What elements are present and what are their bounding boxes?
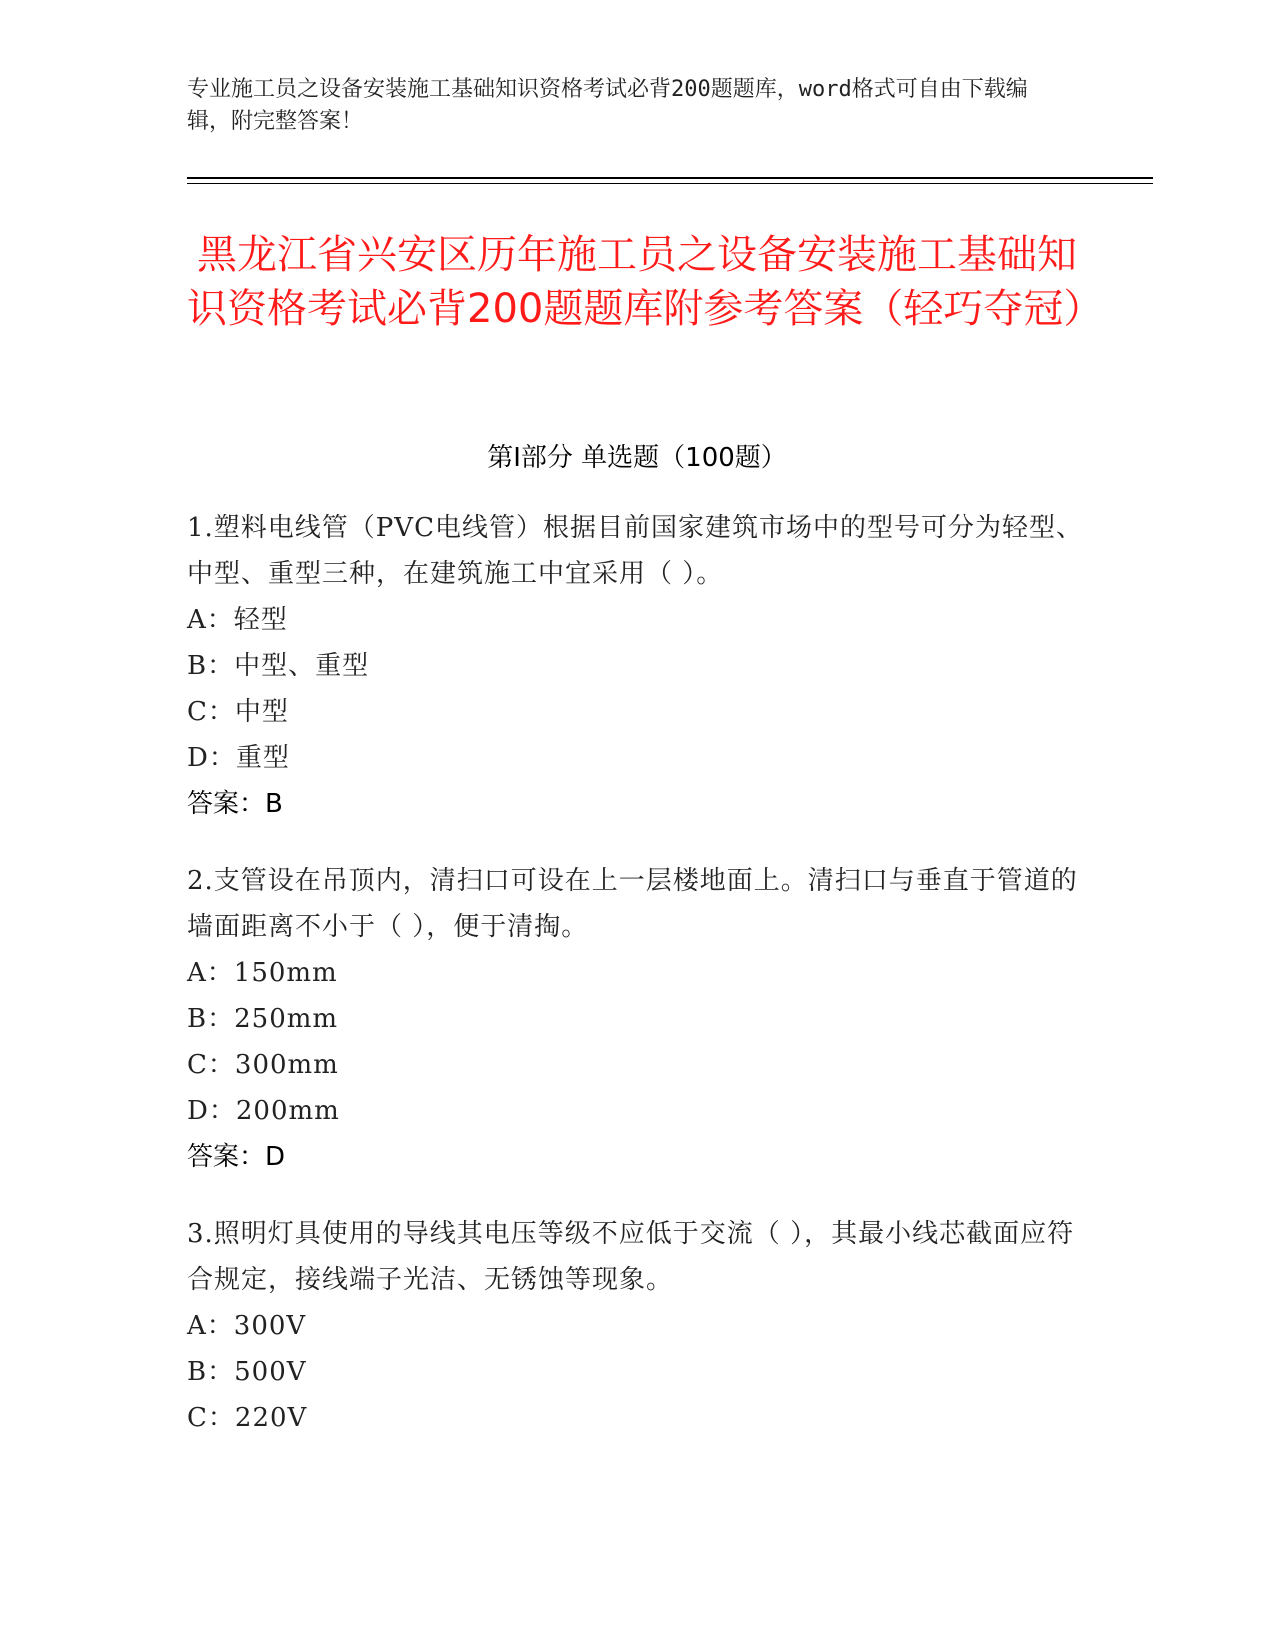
option-key: B： — [187, 651, 235, 681]
option-c — [187, 1395, 1087, 1441]
option-text: 200mm — [235, 1096, 340, 1126]
question-1 — [187, 505, 1087, 827]
option-b — [187, 1349, 1087, 1395]
section-heading: 第I部分 单选题（100题） — [487, 443, 787, 473]
option-text: 500V — [234, 1357, 307, 1387]
option-d — [187, 735, 1087, 781]
option-key: B： — [187, 1004, 235, 1034]
option-b — [187, 996, 1087, 1042]
option-c — [187, 689, 1087, 735]
option-key: C： — [187, 697, 235, 727]
option-a — [187, 597, 1087, 643]
document-title: 黑龙江省兴安区历年施工员之设备安装施工基础知识资格考试必背200题题库附参考答案（轻巧夺冠） — [187, 232, 1104, 332]
header-divider-thin — [187, 183, 1153, 184]
option-key: A： — [187, 605, 234, 635]
option-key: D： — [187, 743, 236, 773]
option-key: C： — [187, 1050, 235, 1080]
option-key: A： — [187, 1311, 234, 1341]
option-key: B： — [187, 1357, 235, 1387]
question-stem: 3.照明灯具使用的导线其电压等级不应低于交流（ ），其最小线芯截面应符合规定，接线端子光洁、无锈蚀等现象。 — [187, 1219, 1075, 1295]
option-key: D： — [187, 1096, 236, 1126]
question-3 — [187, 1211, 1087, 1441]
option-text: 150mm — [233, 958, 338, 988]
option-a — [187, 1303, 1087, 1349]
option-key: C： — [187, 1403, 235, 1433]
option-a — [187, 950, 1087, 996]
option-text: 轻型 — [233, 605, 288, 635]
option-text: 重型 — [235, 743, 290, 773]
option-key: A： — [187, 958, 234, 988]
option-b — [187, 643, 1087, 689]
header-note: 专业施工员之设备安装施工基础知识资格考试必背200题题库，word格式可自由下载编辑，附完整答案！ — [187, 77, 1028, 134]
option-text: 250mm — [234, 1004, 339, 1034]
option-c — [187, 1042, 1087, 1088]
option-text: 300V — [233, 1311, 307, 1341]
question-stem: 2.支管设在吊顶内，清扫口可设在上一层楼地面上。清扫口与垂直于管道的墙面距离不小于（ ），便于清掏。 — [187, 866, 1078, 942]
question-2 — [187, 858, 1087, 1180]
question-stem: 1.塑料电线管（PVC电线管）根据目前国家建筑市场中的型号可分为轻型、中型、重型三种，在建筑施工中宜采用（ ）。 — [187, 513, 1083, 589]
option-text: 300mm — [234, 1050, 339, 1080]
option-d — [187, 1088, 1087, 1134]
option-text: 中型 — [234, 697, 289, 727]
answer: 答案：B — [187, 789, 283, 819]
header-divider-thick — [187, 177, 1153, 179]
answer: 答案：D — [187, 1142, 286, 1172]
option-text: 中型、重型 — [234, 651, 370, 681]
option-text: 220V — [234, 1403, 308, 1433]
